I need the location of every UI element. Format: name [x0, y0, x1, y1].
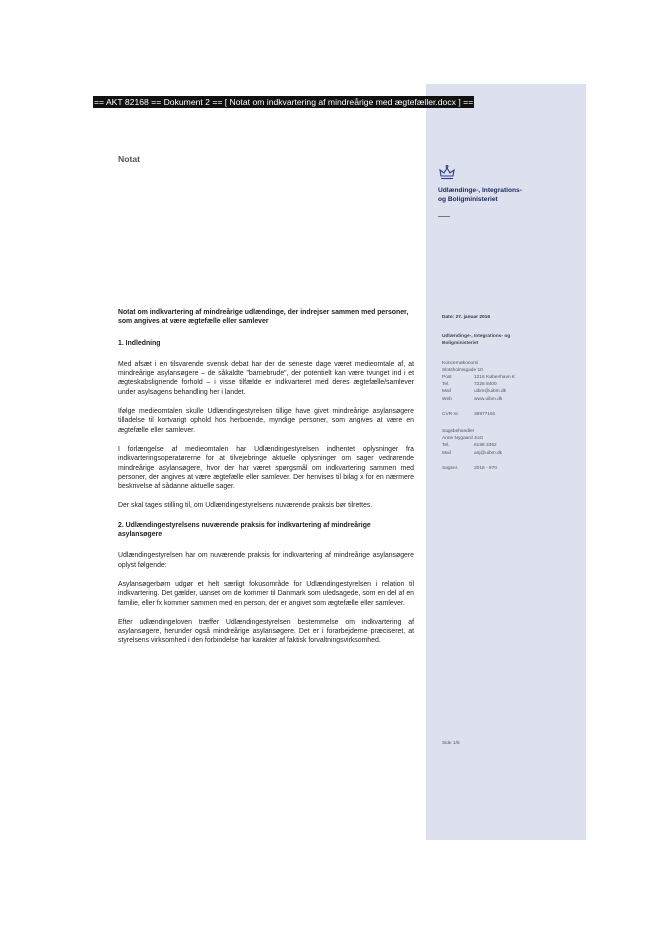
contact-block [442, 360, 580, 403]
ministry-name-line2: og Boligministeriet [438, 196, 498, 203]
ministry-name-line1: Udlændinge-, Integrations- [438, 187, 522, 194]
main-text [118, 308, 414, 656]
street-address: Slotsholmsgade 10 [442, 367, 483, 373]
handler-value: anj@uibm.dk [474, 450, 503, 456]
ministry-divider [438, 216, 450, 217]
contact-row [442, 388, 580, 395]
memo-title: Notat om indkvartering af mindreårige udlændinge, der indrejser sammen med personer, som angives at være ægtefælle eller samlever [118, 309, 409, 326]
cvr-label: CVR-nr. [442, 411, 460, 417]
page-number: Side 1/5 [442, 741, 460, 746]
contact-key: Web [442, 396, 452, 402]
crown-icon [438, 164, 456, 182]
paragraph-1: Med afsæt i en tilsvarende svensk debat har der de seneste dage været medieomtale af, at mindreårige asylansøgere – de såkaldte "barnebrude", der potentielt kan være tvunget ind i et ægteskabslignende forhold – i visse tilfælde er indkvarteret med deres ægtefælle/samlever under asylsagens behandling her i landet. [118, 360, 414, 396]
section-heading-introduction: 1. Indledning [118, 339, 161, 347]
case-number-row [442, 465, 580, 472]
document-date: Dato: 27. januar 2016 [442, 315, 490, 320]
contact-value: 7226 8400 [474, 382, 497, 388]
handler-key: Tel. [442, 443, 450, 449]
document-header-bar: == AKT 82168 == Dokument 2 == [ Notat om indkvartering af mindreårige med ægtefæller.docx ] == [94, 97, 474, 107]
sender-line1: Udlændinge-, Integrations- og [442, 334, 511, 340]
case-number-value: 2016 - 970 [474, 465, 497, 471]
paragraph-3: I forlængelse af medieomtalen har Udlændingestyrelsen indhentet oplysninger fra indkvarteringsoperatørerne for at tilvejebringe aktuelle oplysninger om sager vedrørende mindreårige asylansøgere, hvor der har været spørgsmål om indkvartering sammen med personer, der angives at være ægtefælle eller samlever. Der henvises til bilag x for en nærmere beskrivelse af sådanne aktuelle sager. [118, 445, 414, 491]
case-handler-name: Anne Nygaard Just [442, 436, 483, 442]
sender-ministry [442, 333, 580, 347]
unit-name: Koncernøkonomi [442, 360, 479, 366]
paragraph-6: Asylansøgerbørn udgør et helt særligt fokusområde for Udlændingestyrelsen i relation til indkvartering. Det gælder, uanset om de kommer til Danmark som uledsagede, som en del af en familie, eller fx kommer sammen med en person, der er angivet som ægtefælle eller samlever. [118, 580, 414, 607]
contact-row [442, 381, 580, 388]
handler-row [442, 442, 580, 449]
contact-key: Post [442, 375, 452, 381]
handler-key: Mail [442, 450, 451, 456]
contact-value: www.uibm.dk [474, 396, 503, 402]
handler-row [442, 450, 580, 457]
contact-key: Tel. [442, 382, 450, 388]
cvr-row [442, 411, 580, 418]
contact-value: uibm@uibm.dk [474, 389, 507, 395]
contact-row [442, 374, 580, 381]
document-type-label: Notat [118, 154, 140, 164]
contact-row [442, 396, 580, 403]
contact-value: 1216 København K [474, 375, 516, 381]
case-handler-label: Sagsbehandler [442, 429, 475, 435]
case-handler-block [442, 428, 580, 457]
contact-key: Mail [442, 389, 451, 395]
case-number-label: Sagsnr. [442, 465, 459, 471]
paragraph-5: Udlændingestyrelsen har om nuværende praksis for indkvartering af mindreårige asylansøgere oplyst følgende: [118, 552, 414, 569]
sender-line2: Boligministeriet [442, 341, 479, 347]
paragraph-7: Efter udlændingeloven træffer Udlændingestyrelsen bestemmelse om indkvartering af asylansøgere, herunder også mindreårige asylansøgere. Det er i forarbejderne præciseret, at styrelsens virksomhed i den forbindelse har karakter af faktisk forvaltningsvirksomhed. [118, 618, 414, 645]
paragraph-4: Der skal tages stilling til, om Udlændingestyrelsens nuværende praksis bør tilrettes. [118, 502, 373, 510]
section-heading-practice: 2. Udlændingestyrelsens nuværende praksis for indkvartering af mindreårige asylansøgere [118, 521, 371, 539]
handler-value: 6198 3362 [474, 443, 497, 449]
cvr-value: 36977191 [474, 411, 496, 417]
sidebar-metadata [442, 314, 580, 472]
ministry-name [438, 186, 522, 204]
paragraph-2: Ifølge medieomtalen skulle Udlændingestyrelsen tillige have givet mindreårige asylansøgere tilladelse til kortvarigt ophold hos herboende, myndige personer, som angives at være en ægtefælle eller samlever. [118, 408, 414, 434]
